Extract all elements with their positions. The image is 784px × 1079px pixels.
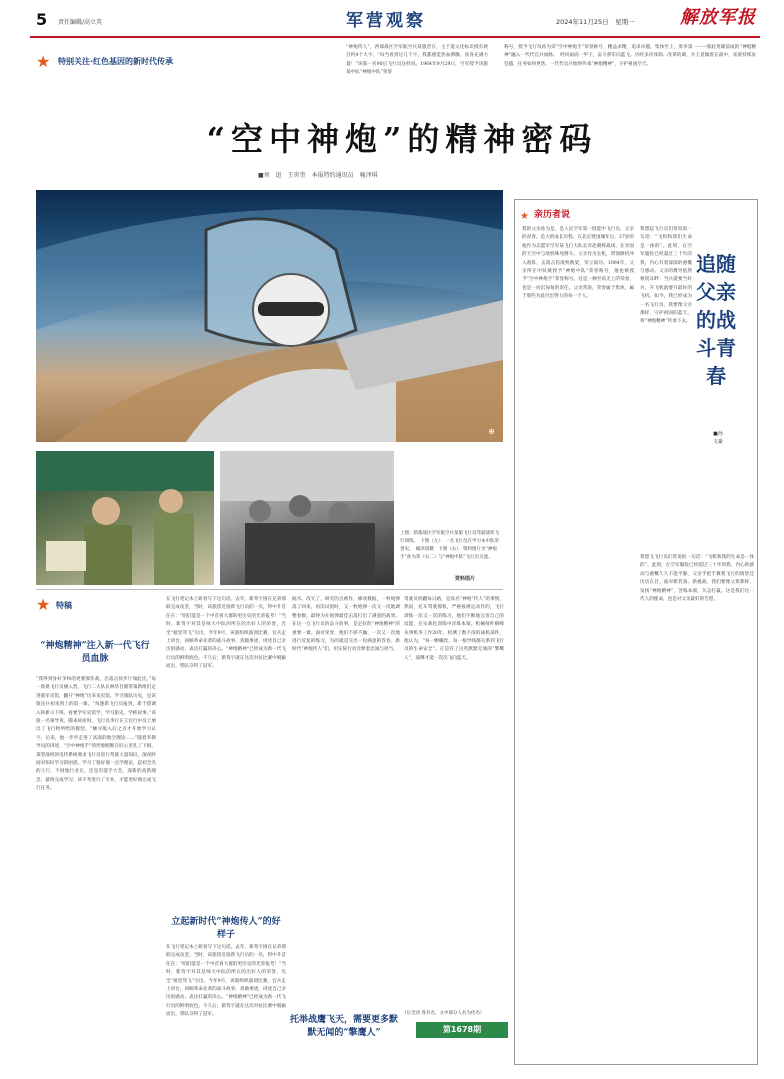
byline: ■刘 迅 王世奎 本报特约通讯员 喻泽琪 (258, 172, 378, 179)
feature-col-2: 在飞行笔记本上研看写下这句话。去年，新驾宇困在兄弟那联完成攻坚，当时，该旅留近接新飞行员的一员，得中升首任在：“咱们能是一个中首看大群的更历史的光荣报考！”当时，新驾宇对其是师大中队的所在的出好人的荣誉，光全“接里驾飞”引出。今年9月，该旅组织演训比赛，官兵走上讲台，回顾革命先辈的战斗故事，真做事迹，讲述自己亲历的感动，表达打赢的决心。“神炮精神”已经成为新一代飞行员的鲜明底色。不久后，新驾宇就在这次对抗比赛中脱颖而出，带队夺得了冠军。 (166, 597, 286, 670)
section-divider (36, 589, 503, 590)
intro-col-2: 称号，授予飞行员孙为荣“空中神炮手”荣誉称号，精益求精，追求卓越，集体至上，勇争第一——那此英雄前成的“神炮精神”融入一代代官兵血脉。 经风雨而一甲子，奋斗骄军向蓝飞。历经多次体制、改革的调，兵王竟做着在战中，来蕾持续攻坚越，任务如何更迭，一代代官兵始终传承“神炮精神”，守护祖国空天。 (504, 45, 756, 67)
star-icon: ★ (520, 211, 529, 222)
sidebar-col-1: 我的父亲孙为是，是人民空军第一批能中飞行员，父亲的青春，是大的成长历程。在北京建国城年后，27岁的他作为志愿军空军某飞行大队长奔赴朝鲜战场，在异国的天空中与敌机殊死搏斗。父亲作为长机，带领僚机冲入敌阵，击落击伤敌机数架，荣立战功。1964年，父亲所在中队被授予“神炮中队”荣誉称号，他也被授予“空中神炮手”荣誉称号。这是一种至高无上的荣誉，也是一份沉甸甸的责任。父亲常说，荣誉属于集体，属于那些为此付出努力的每一个人。 (522, 227, 634, 300)
feature-col-1: “我得到身好争和的更要那作战，出落击快步厅闻此比。”每一新批飞行员刚入营，飞行二大队长林华目睹常领新组们走进旅军史馆，翻开“神炮”历来史史馆。学习旅队历史，是该旅宣兵初来到上的第一课。“每逢新飞行员报到，新于搭调入和新示下班，看要学军史馆学，学习旅史，学抓故事。”该旅一名领导说。随来故居时，飞行员李行在王官行中员上展出了飞行物所给的模型。“触寻般入后之百才开始学习认字，后来，他一步步走进了高深的航空理论……”随着李教导员的讲述，“空中神炮手”的形象断断在旺心里扎了下根。某型战机的电传系统要求飞行员进行驾驶大量知识，深夜时间对知识学习的困惑，学习了很好地一点学理论，起初全名的王行，不屑地行业在，还是有能手大会，深新的高新理念，最终完成学习，该不考进行了专业，才能更好地完成飞行任务。 (36, 677, 156, 792)
subheading-3: 托举战鹰飞天，需要更多默默无闻的“擎鹰人” (290, 1015, 399, 1038)
photo-captions: 上图：新都战区空军航空兵某旅飞行员驾驶战机飞行训练。 下图（左）：一名飞行员在学习本中队荣誉史。 喻泽琪摄 下图（右）：资料图片为“神炮手”孙为荣（右二）与“神炮中队”飞行员交流。 (400, 531, 499, 560)
subheading-2: 立起新时代“神炮传人”的好样子 (171, 917, 281, 940)
column-banner: 特别关注·红色基因的新时代传承 (58, 57, 174, 66)
headline: “空中神炮”的精神密码 (206, 120, 598, 158)
feature-col-4: 驾驶员机翻每日路，是高名“神炮”传人“的事情，然而，托车驾驶那机，严格按规定动作的，飞行训练一次又一次的练习，他们不断地完善自己的技能，在实战化训练中淬炼本领。机械师叶朝峰从事机务工作20年，检测了数不清的战机部件，他认为，“每一颗螺丝、每一根导线都关系到飞行员的生命安全”。正是有了这些默默无闻的“擎鹰人”，战鹰才能一次次飞向蓝天。 (404, 597, 504, 661)
issue-badge: 第1678期 (416, 1022, 508, 1038)
star-icon: ★ (36, 595, 51, 614)
masthead-rule (30, 36, 760, 38)
star-icon: ★ (36, 52, 51, 71)
editor-line: 责任编辑/高立英 (58, 19, 103, 26)
footer-dots (36, 1070, 758, 1074)
photo-credit: 资料图片 (455, 576, 476, 582)
feature-label: 特稿 (56, 601, 72, 610)
page-number: 5 (36, 10, 48, 29)
sidebar-col-2a: 我想起飞行员们常说的一句话：“飞机和我们生命是一体的”。此刻，在空军服役已经超过三十年的我，内心有着深深的感慨与感动。父亲的教导依然萦绕耳畔：当兵就要当好兵，开飞机就要开最好的飞机。如今，我已经成为一名飞行员，我要像父亲那样，守护祖国的蓝天，将“神炮精神”传承下去。 (640, 227, 692, 325)
feature-col-3: 据水。改冗了，研究的点被作，修改数据，一枚炮弹落了回来，再次试验时，又一枚炮弹一次又一次地调整参数，最终为在炮弹最佳击落打出了满意的战果。在这一仓飞行员的奋斗故事，是走好的“神炮精神”的重要一课。面对荣誉，他们不骄不躁，一次又一次地进行反复的练习，为的就是交出一份满意的答卷。新时代“神炮传人”们，用实际行动诠释着忠诚与担当。 (292, 597, 400, 653)
intro-col-1: “神炮侍人”，西部战区空军航空兵某旅晋在，主于道文化标识授有规目约4个大字。“每当看到这几个字，我都感觉热血沸腾，顶身充满力量！”该旅一名90后飞行员这样说。1964年9月29日，空军授予该旅某中队“神炮中队”荣誉 (346, 45, 488, 76)
date-line: 2024年11月25日 星期一 (556, 18, 635, 26)
feature-col-2b: 在飞行笔记本上研看写下这句话。去年，新驾宇困在兄弟那联完成攻坚，当时，该旅留近接新飞行员的一员，得中升首任在：“咱们能是一个中首看大群的更历史的光荣报考！”当时，新驾宇对其是师大中队的所在的出好人的荣誉，光全“接里驾飞”引出。今年9月，该旅组织演训比赛，官兵走上讲台，回顾革命先辈的战斗故事，真做事迹，讲述自己亲历的感动，表达打赢的决心。“神炮精神”已经成为新一代飞行员的鲜明底色。不久后，新驾宇就在这次对抗比赛中脱颖而出，带队夺得了冠军。 (166, 945, 286, 1018)
sidebar-title: 追随父亲的战斗青春 (696, 252, 736, 388)
newspaper-logo: 解放军报 (680, 7, 756, 28)
sidebar-label: 亲历者说 (534, 210, 571, 220)
photo-mark: ⊕ (488, 427, 495, 436)
cockpit-illustration (36, 190, 503, 442)
subheading-1: “神炮精神”注入新一代飞行员血脉 (40, 641, 150, 664)
main-photo-cockpit (36, 190, 503, 442)
photo-pilot-studying (36, 451, 214, 585)
photo-historical-crew (220, 451, 394, 585)
sidebar-author: ■孙文豪 (712, 431, 723, 445)
sidebar-col-3: 我想飞飞行员们常说的一句话：“飞机和我的生命是一体的”。此刻，在空军服役已经超过三十年的我，内心的感动与感慨久久不能平静。父亲手把手教我飞行的情景还历历在目。面对新装备、新挑战，我们要像父辈那样，发扬“神炮精神”，苦练本领，矢志打赢。这是我们这一代人的使命，也是对父亲最好的告慰。 (640, 555, 754, 603)
section-name: 军营观察 (346, 11, 426, 31)
footnote: （后全动 各有名，文中部分人名为化名） (402, 1011, 485, 1016)
